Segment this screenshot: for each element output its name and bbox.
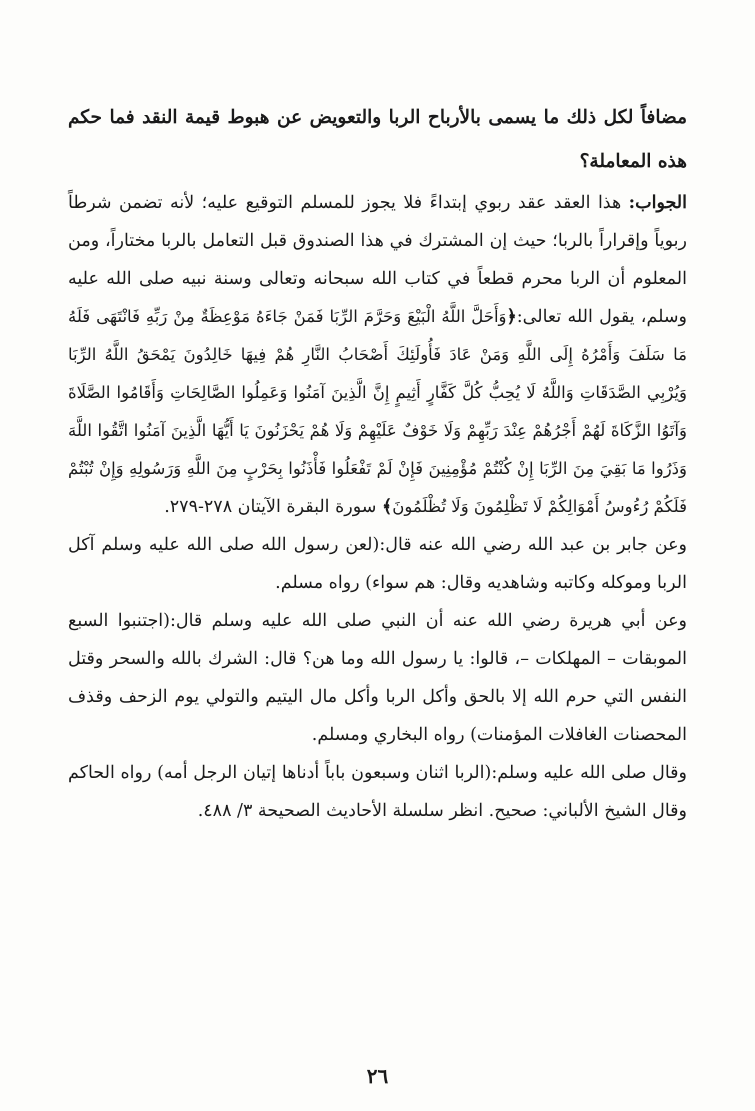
answer-text: هذا العقد عقد ربوي إبتداءً فلا يجوز للمسلم التوقيع عليه؛ لأنه تضمن شرطاً ربوياً وإقراراً بالربا؛ حيث إن المشترك في هذا الصندوق قبل التعامل بالربا مختاراً، ومن المعلوم أن الربا محرم قطعاً في كتاب الله سبحانه وتعالى وسنة نبيه صلى الله عليه وسلم، يقول الله تعالى: xyxy=(68,193,688,327)
quran-verse: وَأَحَلَّ اللَّهُ الْبَيْعَ وَحَرَّمَ الرِّبَا فَمَنْ جَاءَهُ مَوْعِظَةٌ مِنْ رَبِّهِ فَانْتَهَى فَلَهُ مَا سَلَفَ وَأَمْرُهُ إِلَى اللَّهِ وَمَنْ عَادَ فَأُولَئِكَ أَصْحَابُ النَّارِ هُمْ فِيهَا خَالِدُونَ يَمْحَقُ اللَّهُ الرِّبَا وَيُرْبِي الصَّدَقَاتِ وَاللَّهُ لَا يُحِبُّ كُلَّ كَفَّارٍ أَثِيمٍ إِنَّ الَّذِينَ آمَنُوا وَعَمِلُوا الصَّالِحَاتِ وَأَقَامُوا الصَّلَاةَ وَآتَوُا الزَّكَاةَ لَهُمْ أَجْرُهُمْ عِنْدَ رَبِّهِمْ وَلَا خَوْفٌ عَلَيْهِمْ وَلَا هُمْ يَحْزَنُونَ يَا أَيُّهَا الَّذِينَ آمَنُوا اتَّقُوا اللَّهَ وَذَرُوا مَا بَقِيَ مِنَ الرِّبَا إِنْ كُنْتُمْ مُؤْمِنِينَ فَإِنْ لَمْ تَفْعَلُوا فَأْذَنُوا بِحَرْبٍ مِنَ اللَّهِ وَرَسُولِهِ وَإِنْ تُبْتُمْ فَلَكُمْ رُءُوسُ أَمْوَالِكُمْ لَا تَظْلِمُونَ وَلَا تُظْلَمُونَ xyxy=(68,307,687,516)
answer-label: الجواب: xyxy=(628,193,687,213)
verse-reference: سورة البقرة الآيتان ٢٧٨-٢٧٩. xyxy=(164,497,382,517)
verse-open-bracket: ﴿ xyxy=(506,307,517,327)
page-number: ٢٦ xyxy=(366,1064,389,1088)
hadith-paragraph: وعن أبي هريرة رضي الله عنه أن النبي صلى الله عليه وسلم قال:(اجتنبوا السبع الموبقات – المهلكات –، قالوا: يا رسول الله وما هن؟ قال: الشرك بالله والسحر وقتل النفس التي حرم الله إلا بالحق وأكل الربا وأكل مال اليتيم والتولي يوم الزحف وقذف المحصنات الغافلات المؤمنات) رواه البخاري ومسلم. xyxy=(68,611,687,745)
page-body xyxy=(68,96,687,830)
verse-close-bracket: ﴾ xyxy=(382,497,393,517)
hadith-list xyxy=(68,526,687,830)
question-heading: مضافاً لكل ذلك ما يسمى بالأرباح الربا والتعويض عن هبوط قيمة النقد فما حكم هذه المعاملة؟ xyxy=(68,107,687,172)
hadith-paragraph: وعن جابر بن عبد الله رضي الله عنه قال:(لعن رسول الله صلى الله عليه وسلم آكل الربا وموكله وكاتبه وشاهديه وقال: هم سواء) رواه مسلم. xyxy=(68,535,687,593)
hadith-paragraph: وقال صلى الله عليه وسلم:(الربا اثنان وسبعون باباً أدناها إتيان الرجل أمه) رواه الحاكم وقال الشيخ الألباني: صحيح. انظر سلسلة الأحاديث الصحيحة ٣/ ٤٨٨. xyxy=(68,763,687,821)
answer-paragraph xyxy=(68,184,687,526)
